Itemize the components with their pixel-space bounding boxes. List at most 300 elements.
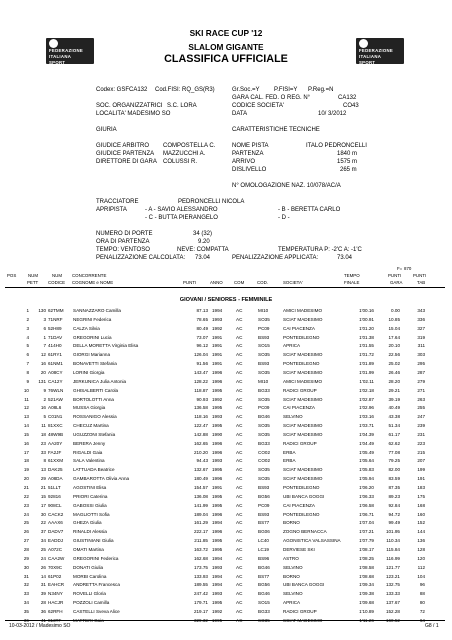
bib-cell: 8	[43, 458, 46, 464]
race-points-cell: 89.23	[388, 493, 400, 499]
table-points-cell: 104	[417, 573, 425, 579]
table-points-cell: 343	[417, 308, 425, 313]
club-code-cell: BG33	[258, 387, 270, 393]
final-time-cell: 1'01.72	[359, 352, 374, 358]
committee-cell: AC	[236, 591, 243, 597]
code-cell: CACK2	[48, 511, 64, 517]
race-points-cell: 20.10	[388, 343, 400, 349]
table-row	[0, 546, 452, 555]
pos-cell: 20	[23, 476, 29, 482]
year-cell: 1995	[212, 538, 223, 544]
table-row	[0, 316, 452, 325]
athlete-name-cell: RINALDI Alessia	[73, 529, 107, 535]
table-row	[0, 519, 452, 528]
year-cell: 1992	[212, 396, 223, 402]
club-name-cell: SCIAT MADESIMO	[283, 352, 323, 358]
final-time-cell: 1'06.71	[359, 511, 374, 517]
committee-cell: AC	[236, 546, 243, 552]
bib-cell: 17	[40, 502, 46, 508]
pos-cell: 33	[23, 591, 29, 597]
table-row	[0, 511, 452, 520]
race-points-cell: 25.02	[388, 361, 400, 367]
bib-cell: 3	[43, 316, 46, 322]
table-points-cell: 128	[417, 546, 425, 552]
year-cell: 1991	[212, 334, 223, 340]
athlete-name-cell: MUSSA Giorgia	[73, 405, 106, 411]
club-code-cell: SO35	[258, 369, 270, 375]
code-cell: A08L6	[48, 405, 62, 411]
bib-cell: 41	[40, 617, 46, 623]
table-points-cell: 152	[417, 520, 425, 526]
athlete-name-cell: LATTUADA Beatrice	[73, 467, 115, 473]
athlete-name-cell: NEGRINI Federica	[73, 316, 112, 322]
race-points-cell: 43.38	[388, 414, 400, 420]
code-cell: FA2JF	[48, 449, 62, 455]
club-name-cell: SCIAT MADESIMO	[283, 467, 323, 473]
fis-points-cell: 141.99	[193, 502, 208, 508]
fis-points-cell: 211.85	[194, 538, 208, 544]
pos-cell: 12	[23, 405, 29, 411]
athlete-name-cell: POZZOLI Camilla	[73, 600, 110, 606]
race-points-cell: 40.49	[388, 405, 400, 411]
table-points-cell: 271	[417, 387, 425, 393]
fis-points-cell: 189.04	[193, 511, 208, 517]
final-time-cell: 1'01.89	[359, 361, 374, 367]
table-row	[0, 378, 452, 387]
table-row	[0, 484, 452, 493]
club-code-cell: BG33	[258, 608, 270, 614]
committee-cell: AC	[236, 334, 243, 340]
table-row	[0, 307, 452, 316]
committee-cell: AC	[236, 308, 243, 313]
fis-points-cell: 118.87	[194, 387, 208, 393]
final-time-cell: 1'02.87	[359, 396, 374, 402]
code-cell: 61RY1	[48, 352, 62, 358]
committee-cell: AC	[236, 449, 243, 455]
code-cell: 71DAV	[48, 334, 63, 340]
club-code-cell: LC40	[258, 538, 269, 544]
code-cell: 61XXM	[48, 458, 64, 464]
bib-cell: 2	[43, 396, 46, 402]
final-time-cell: 1'05.83	[359, 467, 374, 473]
year-cell: 1996	[212, 440, 223, 446]
fis-points-cell: 180.49	[193, 476, 208, 482]
pos-cell: 16	[23, 440, 29, 446]
year-cell: 1996	[212, 511, 223, 517]
code-cell: 521AW	[48, 396, 63, 402]
club-code-cell: BG46	[258, 591, 270, 597]
table-points-cell: 64	[419, 617, 425, 623]
committee-cell: AC	[236, 520, 243, 526]
final-time-cell: 1'08.17	[359, 546, 374, 552]
committee-cell: AC	[236, 431, 243, 437]
table-row	[0, 599, 452, 608]
bib-cell: 21	[40, 485, 46, 490]
bib-cell: 20	[40, 369, 46, 375]
year-cell: 1996	[212, 529, 223, 535]
table-row	[0, 351, 452, 360]
year-cell: 1993	[212, 564, 223, 570]
club-name-cell: SELVINO	[283, 564, 303, 570]
year-cell: 1996	[212, 449, 223, 455]
table-points-cell: 144	[417, 529, 425, 535]
bib-cell: 30	[40, 511, 46, 517]
athlete-name-cell: RIGALDI Gaia	[73, 449, 103, 455]
race-points-cell: 61.17	[388, 431, 400, 437]
table-points-cell: 175	[417, 493, 425, 499]
pos-cell: 34	[23, 600, 29, 606]
table-points-cell: 223	[417, 440, 425, 446]
club-name-cell: SELVINO	[283, 591, 303, 597]
final-time-cell: 1'05.49	[359, 449, 374, 455]
table-points-cell: 263	[417, 396, 425, 402]
fis-points-cell: 122.47	[193, 423, 208, 429]
fisi-logo-left: FEDERAZIONE ITALIANA SPORT	[46, 38, 94, 64]
race-points-cell: 83.59	[388, 476, 400, 482]
code-cell: CA12Y	[48, 378, 63, 384]
fis-points-cell: 162.65	[193, 440, 208, 446]
club-name-cell: DERVIESE SKI	[283, 546, 315, 552]
athlete-name-cell: BERERA Jenny	[73, 440, 106, 446]
athlete-name-cell: SANNAZZARO Camilla	[73, 308, 121, 313]
pos-cell: 32	[23, 582, 29, 588]
table-row	[0, 537, 452, 546]
athlete-name-cell: MATTERI Gaia	[73, 617, 104, 623]
fis-points-cell: 78.65	[196, 316, 208, 322]
year-cell: 1995	[212, 423, 223, 429]
club-code-cell: BS77	[258, 520, 270, 526]
bib-cell: 18	[40, 431, 46, 437]
final-time-cell: 1'10.89	[359, 608, 374, 614]
table-row	[0, 564, 452, 573]
athlete-name-cell: PRIORI Caterina	[73, 493, 108, 499]
table-row	[0, 573, 452, 582]
fis-points-cell: 163.72	[193, 546, 208, 552]
pos-cell: 8	[26, 369, 29, 375]
table-points-cell: 88	[419, 591, 425, 597]
table-points-cell: 295	[417, 361, 425, 367]
athlete-name-cell: AGOSTINI Elisa	[73, 485, 107, 490]
committee-cell: AC	[236, 316, 243, 322]
final-time-cell: 1'08.58	[359, 564, 374, 570]
committee-cell: AC	[236, 352, 243, 358]
fis-points-cell: 222.17	[193, 529, 208, 535]
club-name-cell: PONTEDILEGNO	[283, 334, 320, 340]
pos-cell: 11	[24, 396, 29, 402]
year-cell: 1995	[212, 502, 223, 508]
club-code-cell: MI10	[258, 378, 269, 384]
athlete-name-cell: LORINI Giorgia	[73, 369, 105, 375]
committee-cell: AC	[236, 600, 243, 606]
race-points-cell: 116.99	[386, 555, 400, 561]
pos-cell: 15	[23, 431, 29, 437]
table-points-cell: 255	[417, 405, 425, 411]
race-points-cell: 110.34	[386, 538, 400, 544]
table-points-cell: 239	[417, 423, 425, 429]
club-code-cell: PC09	[258, 502, 270, 508]
code-cell: 62RFH	[48, 608, 63, 614]
fis-points-cell: 128.22	[193, 378, 208, 384]
final-time-cell: 1'09.38	[359, 591, 374, 597]
club-code-cell: BS96	[258, 555, 270, 561]
code-cell: 92816	[48, 493, 61, 499]
club-name-cell: CAI PIACENZA	[283, 405, 315, 411]
pos-cell: 10	[23, 387, 29, 393]
club-code-cell: SO15	[258, 343, 270, 349]
code-cell: 51LLT	[48, 485, 61, 490]
race-points-cell: 39.19	[388, 396, 400, 402]
pos-cell: 24	[23, 511, 29, 517]
club-name-cell: PONTEDILEGNO	[283, 361, 320, 367]
table-row	[0, 404, 452, 413]
bib-cell: 12	[40, 352, 46, 358]
club-code-cell: SO35	[258, 316, 270, 322]
code-cell: 813TF	[48, 617, 62, 623]
final-time-cell: 1'06.58	[359, 502, 374, 508]
final-time-cell: 1'01.55	[359, 343, 374, 349]
bib-cell: 24	[40, 555, 46, 561]
race-points-cell: 94.72	[388, 511, 400, 517]
table-points-cell: 120	[417, 555, 425, 561]
code-cell: 61P02	[48, 573, 62, 579]
table-row	[0, 396, 452, 405]
final-time-cell: 1'05.64	[359, 458, 374, 464]
bib-cell: 39	[40, 591, 46, 597]
final-time-cell: 1'06.20	[359, 485, 374, 490]
bib-cell: 15	[40, 493, 46, 499]
athlete-name-cell: GREGORINI Lucia	[73, 334, 112, 340]
club-name-cell: SCIAT MADESIMO	[283, 396, 323, 402]
fis-points-cell: 162.68	[193, 555, 208, 561]
year-cell: 1995	[212, 387, 223, 393]
code-cell: HACJR	[48, 600, 64, 606]
pos-cell: 5	[26, 343, 29, 349]
race-points-cell: 92.84	[388, 502, 400, 508]
table-points-cell: 231	[417, 431, 425, 437]
year-cell: 1992	[212, 325, 223, 331]
committee-cell: AC	[236, 387, 243, 393]
final-time-cell: 1'09.34	[359, 582, 374, 588]
athlete-name-cell: SALA Valentina	[73, 458, 105, 464]
bib-cell: 31	[40, 582, 46, 588]
race-points-cell: 82.00	[388, 467, 400, 473]
bib-cell: 33	[40, 449, 46, 455]
athlete-name-cell: DONATI Giulia	[73, 564, 104, 570]
club-code-cell: MI10	[258, 308, 269, 313]
club-name-cell: SCIAT MADESIMO	[283, 316, 323, 322]
footer-date-location: 10-03-2012 / Madesimo SO	[9, 623, 71, 629]
table-row	[0, 590, 452, 599]
table-points-cell: 336	[417, 316, 425, 322]
bib-cell: 16	[40, 361, 46, 367]
club-name-cell: UBI BANCA GOGGI	[283, 582, 325, 588]
committee-cell: AC	[236, 538, 243, 544]
bib-cell: 9	[43, 387, 46, 393]
year-cell: 1995	[212, 600, 223, 606]
code-cell: 70X9C	[48, 564, 63, 570]
final-time-cell: 1'03.71	[359, 423, 374, 429]
code-cell: 76WLN	[48, 387, 64, 393]
club-name-cell: ERBA	[283, 449, 296, 455]
bib-cell: 16	[40, 405, 46, 411]
committee-cell: AC	[236, 396, 243, 402]
fis-points-cell: 73.07	[196, 334, 208, 340]
race-points-cell: 28.20	[388, 378, 400, 384]
bib-cell: 36	[40, 608, 46, 614]
bib-cell: 130	[38, 308, 46, 313]
race-points-cell: 26.46	[388, 369, 400, 375]
fis-points-cell: 247.42	[193, 591, 208, 597]
final-time-cell: 1'03.16	[359, 414, 374, 420]
race-points-cell: 160.52	[385, 617, 400, 623]
bib-cell: 29	[40, 476, 46, 482]
table-points-cell: 96	[419, 582, 425, 588]
table-points-cell: 136	[417, 538, 425, 544]
code-cell: DAK25	[48, 467, 63, 473]
fis-points-cell: 90.93	[196, 396, 208, 402]
committee-cell: AC	[236, 325, 243, 331]
athlete-name-cell: GAMBAROTTA Olivia Anna	[73, 476, 130, 482]
committee-cell: AC	[236, 458, 243, 464]
bib-cell: 14	[40, 573, 46, 579]
year-cell: 1993	[212, 316, 223, 322]
year-cell: 1991	[212, 361, 223, 367]
club-name-cell: SCIAT MADESIMO	[283, 423, 323, 429]
athlete-name-cell: GHISALBERTI Carola	[73, 387, 119, 393]
fis-points-cell: 132.67	[193, 467, 208, 473]
club-name-cell: RADICI GROUP	[283, 608, 317, 614]
final-time-cell: 1'07.04	[359, 520, 374, 526]
table-row	[0, 581, 452, 590]
fis-points-cell: 142.88	[193, 431, 208, 437]
year-cell: 1994	[212, 582, 223, 588]
final-time-cell: 1'01.99	[359, 369, 374, 375]
race-points-cell: 87.35	[388, 485, 400, 490]
table-row	[0, 555, 452, 564]
year-cell: 1994	[212, 308, 223, 313]
committee-cell: AC	[236, 405, 243, 411]
club-code-cell: CO02	[258, 458, 271, 464]
committee-cell: AC	[236, 493, 243, 499]
committee-cell: AC	[236, 369, 243, 375]
category-heading: GIOVANI / SENIORES - FEMMINILE	[179, 297, 273, 303]
race-points-cell: 152.28	[385, 608, 400, 614]
table-row	[0, 502, 452, 511]
final-time-cell: 1'04.39	[359, 431, 374, 437]
year-cell: 1995	[212, 405, 223, 411]
club-code-cell: BG33	[258, 440, 270, 446]
pos-cell: 7	[26, 361, 29, 367]
pos-cell: 36	[23, 617, 29, 623]
fis-points-cell: 91.56	[196, 361, 208, 367]
year-cell: 1991	[212, 352, 223, 358]
final-time-cell: 1'07.79	[359, 538, 374, 544]
year-cell: 1990	[212, 431, 223, 437]
pos-cell: 21	[23, 485, 29, 490]
club-code-cell: CO02	[258, 449, 271, 455]
club-code-cell: BG46	[258, 414, 270, 420]
table-row	[0, 466, 452, 475]
race-points-cell: 121.77	[385, 564, 400, 570]
bib-cell: 1	[43, 334, 46, 340]
club-code-cell: BG46	[258, 564, 270, 570]
table-points-cell: 311	[417, 343, 425, 349]
athlete-name-cell: GABOSSI Giulia	[73, 502, 107, 508]
club-name-cell: BORNO	[283, 573, 300, 579]
race-points-cell: 115.84	[386, 546, 400, 552]
club-code-cell: PC09	[258, 325, 270, 331]
race-points-cell: 15.04	[388, 325, 400, 331]
pos-cell: 30	[23, 564, 29, 570]
athlete-name-cell: DELLA MORETTA Virginia Elisa	[73, 343, 139, 349]
pos-cell: 13	[23, 414, 29, 420]
athlete-name-cell: BONAVETTI Stefania	[73, 361, 117, 367]
committee-cell: AC	[236, 617, 243, 623]
final-time-cell: 1'02.96	[359, 405, 374, 411]
year-cell: 1995	[212, 493, 223, 499]
fis-points-cell: 143.47	[193, 369, 208, 375]
code-cell: AA20Y	[48, 440, 63, 446]
club-name-cell: PONTEDILEGNO	[283, 511, 320, 517]
final-time-cell: 1'01.38	[359, 334, 374, 340]
fis-points-cell: 161.29	[193, 520, 208, 526]
bib-cell: 28	[40, 600, 46, 606]
fis-points-cell: 136.08	[193, 493, 208, 499]
race-points-cell: 29.21	[388, 387, 400, 393]
athlete-name-cell: MORBI Carolina	[73, 573, 107, 579]
club-name-cell: SELVINO	[283, 414, 303, 420]
club-code-cell: BS93	[258, 511, 270, 517]
fis-points-cell: 219.17	[193, 608, 208, 614]
year-cell: 1992	[212, 608, 223, 614]
final-time-cell: 1'04.49	[359, 440, 374, 446]
committee-cell: AC	[236, 361, 243, 367]
code-cell: 61NM1	[48, 361, 63, 367]
table-points-cell: 80	[419, 600, 425, 606]
club-code-cell: SO35	[258, 396, 270, 402]
athlete-name-cell: BORTOLOTTI Anna	[73, 396, 114, 402]
pos-cell: 2	[26, 316, 29, 322]
final-time-cell: 1'08.25	[359, 555, 374, 561]
footer-page: G8 / 1	[425, 623, 439, 629]
table-row	[0, 369, 452, 378]
pos-cell: 31	[23, 573, 29, 579]
pos-cell: 1	[26, 308, 29, 313]
table-points-cell: 207	[417, 458, 425, 464]
athlete-name-cell: OMATI Martina	[73, 546, 104, 552]
race-points-cell: 132.75	[385, 582, 400, 588]
fis-points-cell: 80.49	[196, 325, 208, 331]
athlete-name-cell: MAGLIOTTI Sofia	[73, 511, 110, 517]
committee-cell: AC	[236, 343, 243, 349]
club-code-cell: SO35	[258, 431, 270, 437]
table-points-cell: 168	[417, 502, 425, 508]
committee-cell: AC	[236, 423, 243, 429]
code-cell: EAHCR	[48, 582, 65, 588]
bib-cell: 26	[40, 564, 46, 570]
table-row	[0, 387, 452, 396]
club-name-cell: ZOGNO BERNACCA	[283, 529, 327, 535]
club-name-cell: SCIAT MADESIMO	[283, 476, 323, 482]
club-name-cell: ASTRO	[283, 555, 299, 561]
race-points-cell: 137.67	[385, 600, 400, 606]
code-cell: DADV7	[48, 529, 64, 535]
discipline-title: SLALOM GIGANTE	[188, 42, 264, 52]
code-cell: A072C	[48, 546, 63, 552]
table-points-cell: 327	[417, 325, 425, 331]
code-cell: EADDJ	[48, 538, 64, 544]
code-cell: 52H89	[48, 325, 62, 331]
